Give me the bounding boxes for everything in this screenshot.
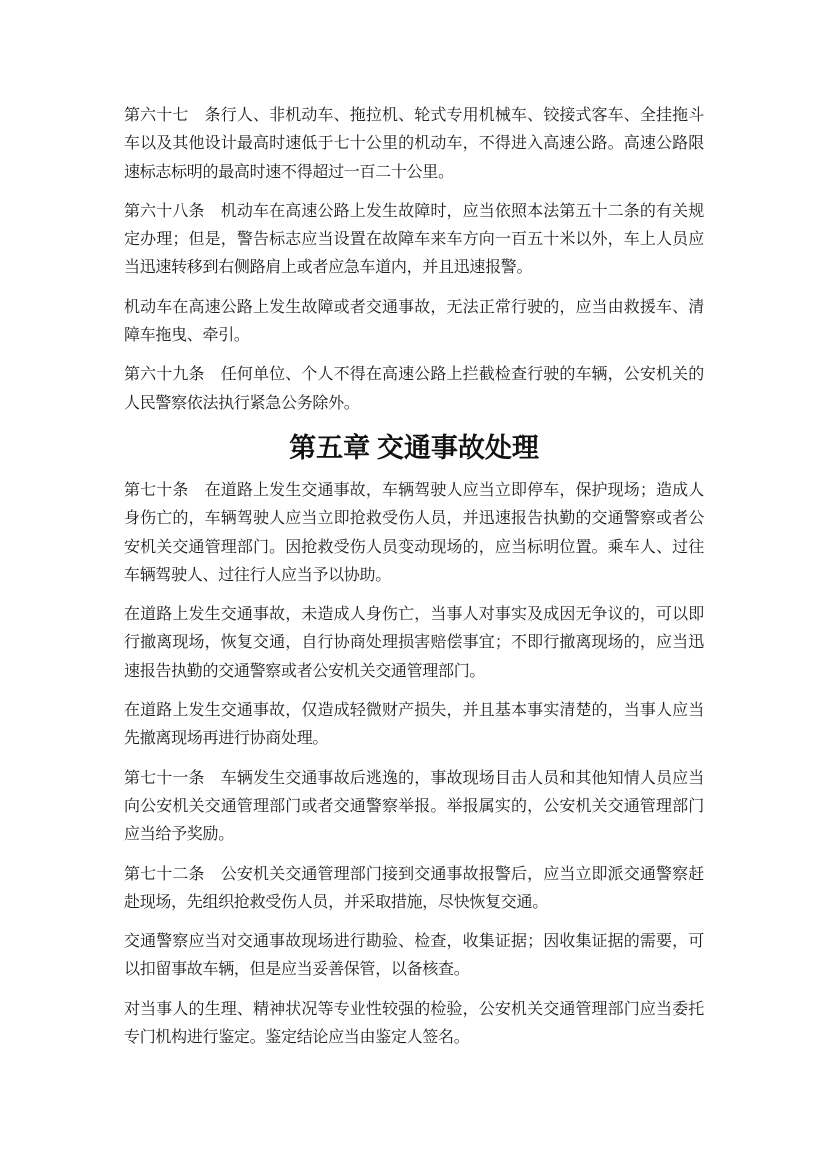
paragraph-article-72-clause-3: 对当事人的生理、精神状况等专业性较强的检验，公安机关交通管理部门应当委托专门机构进行鉴定。鉴定结论应当由鉴定人签名。 xyxy=(124,1000,704,1047)
paragraph-article-69: 第六十九条 任何单位、个人不得在高速公路上拦截检查行驶的车辆，公安机关的人民警察依法执行紧急公务除外。 xyxy=(124,366,704,412)
paragraph-article-70-clause-3: 在道路上发生交通事故，仅造成轻微财产损失，并且基本事实清楚的，当事人应当先撤离现场再进行协商处理。 xyxy=(124,702,704,748)
paragraph-article-72-clause-2: 交通警察应当对交通事故现场进行勘验、检查，收集证据；因收集证据的需要，可以扣留事故车辆，但是应当妥善保管，以备核查。 xyxy=(124,933,704,979)
paragraph-article-67: 第六十七 条行人、非机动车、拖拉机、轮式专用机械车、铰接式客车、全挂拖斗车以及其他设计最高时速低于七十公里的机动车，不得进入高速公路。高速公路限速标志标明的最高时速不得超过一百二十公里。 xyxy=(124,107,704,181)
paragraph-article-70: 第七十条 在道路上发生交通事故，车辆驾驶人应当立即停车，保护现场；造成人身伤亡的，车辆驾驶人应当立即抢救受伤人员，并迅速报告执勤的交通警察或者公安机关交通管理部门。因抢救受伤人员变动现场的，应当标明位置。乘车人、过往车辆驾驶人、过往行人应当予以协助。 xyxy=(124,481,704,584)
paragraph-article-72: 第七十二条 公安机关交通管理部门接到交通事故报警后，应当立即派交通警察赶赴现场，先组织抢救受伤人员，并采取措施，尽快恢复交通。 xyxy=(124,865,704,911)
chapter-5-heading: 第五章 交通事故处理 xyxy=(289,432,539,463)
paragraph-article-68: 第六十八条 机动车在高速公路上发生故障时，应当依照本法第五十二条的有关规定办理；但是，警告标志应当设置在故障车来车方向一百五十米以外，车上人员应当迅速转移到右侧路肩上或者应急车道内，并且迅速报警。 xyxy=(124,202,704,277)
document-content xyxy=(124,102,704,1063)
paragraph-article-68-continued: 机动车在高速公路上发生故障或者交通事故，无法正常行驶的，应当由救援车、清障车拖曳、牵引。 xyxy=(124,298,704,345)
paragraph-article-71: 第七十一条 车辆发生交通事故后逃逸的，事故现场目击人员和其他知情人员应当向公安机关交通管理部门或者交通警察举报。举报属实的，公安机关交通管理部门应当给予奖励。 xyxy=(124,769,704,844)
paragraph-article-70-clause-2: 在道路上发生交通事故，未造成人身伤亡，当事人对事实及成因无争议的，可以即行撤离现场，恢复交通，自行协商处理损害赔偿事宜；不即行撤离现场的，应当迅速报告执勤的交通警察或者公安机关交通管理部门。 xyxy=(124,606,704,680)
